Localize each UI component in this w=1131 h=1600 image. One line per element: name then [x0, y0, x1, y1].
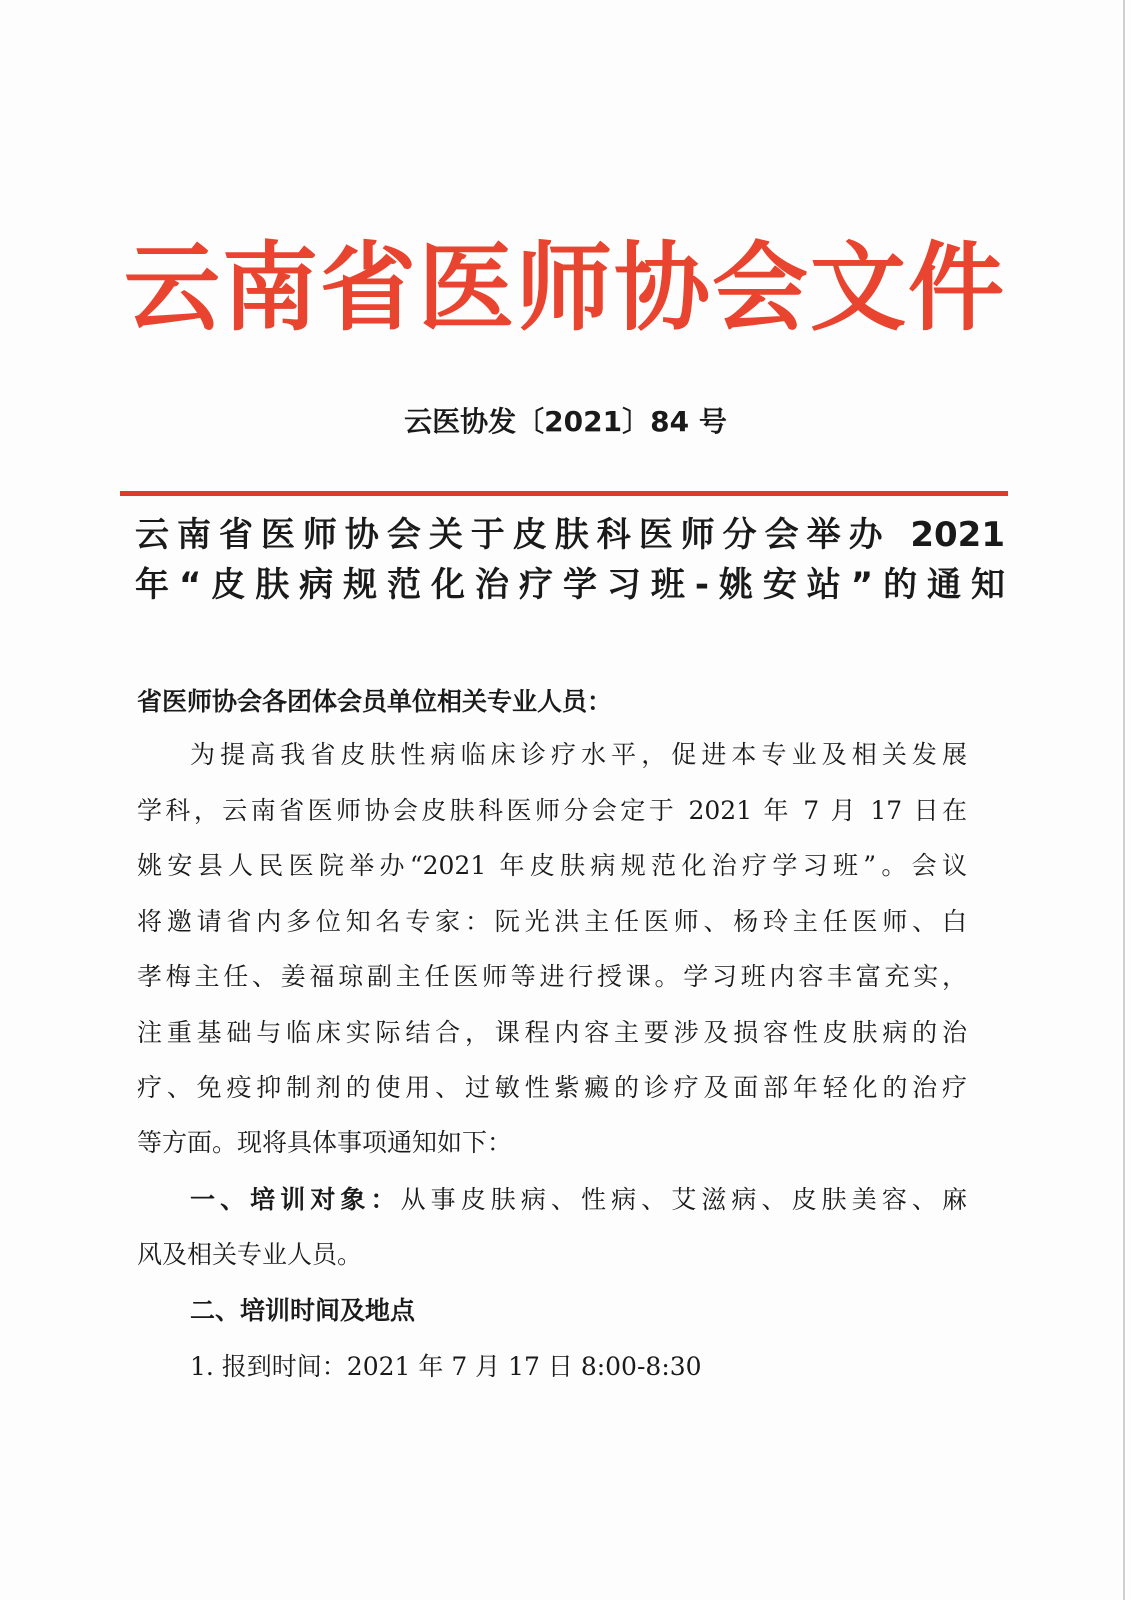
section-1-text: 从事皮肤病、性病、艾滋病、皮肤美容、麻	[400, 1185, 967, 1214]
notice-title	[135, 510, 1005, 610]
notice-title-line-2: 年“皮肤病规范化治疗学习班-姚安站”的通知	[135, 565, 1005, 605]
section-1-line-1	[190, 1180, 967, 1220]
body-line-8: 等方面。现将具体事项通知如下：	[137, 1128, 513, 1157]
salutation: 省医师协会各团体会员单位相关专业人员：	[137, 687, 613, 716]
body-line-4: 将邀请省内多位知名专家：阮光洪主任医师、杨玲主任医师、白	[137, 907, 967, 936]
section-2-item-1: 1. 报到时间：2021 年 7 月 17 日 8:00-8:30	[190, 1352, 702, 1381]
body-line-1: 为提高我省皮肤性病临床诊疗水平，促进本专业及相关发展	[190, 740, 967, 769]
section-1-line-2: 风及相关专业人员。	[137, 1240, 363, 1269]
body-line-7: 疗、免疫抑制剂的使用、过敏性紫癜的诊疗及面部年轻化的治疗	[137, 1073, 967, 1102]
body-line-3: 姚安县人民医院举办“2021 年皮肤病规范化治疗学习班”。会议	[137, 851, 967, 880]
body-line-2: 学科，云南省医师协会皮肤科医师分会定于 2021 年 7 月 17 日在	[137, 796, 967, 825]
body-line-5: 孝梅主任、姜福琼副主任医师等进行授课。学习班内容丰富充实，	[137, 962, 967, 991]
notice-title-line-1: 云南省医师协会关于皮肤科医师分会举办 2021	[135, 515, 1005, 555]
red-separator-rule	[120, 491, 1008, 496]
body-line-6: 注重基础与临床实际结合，课程内容主要涉及损容性皮肤病的治	[137, 1018, 967, 1047]
section-1-heading: 一、培训对象：	[190, 1185, 401, 1214]
letterhead-title: 云南省医师协会文件	[124, 231, 1006, 344]
section-2-heading: 二、培训时间及地点	[190, 1296, 416, 1325]
document-number: 云医协发〔2021〕84 号	[404, 405, 727, 438]
scan-edge	[1123, 0, 1125, 1600]
